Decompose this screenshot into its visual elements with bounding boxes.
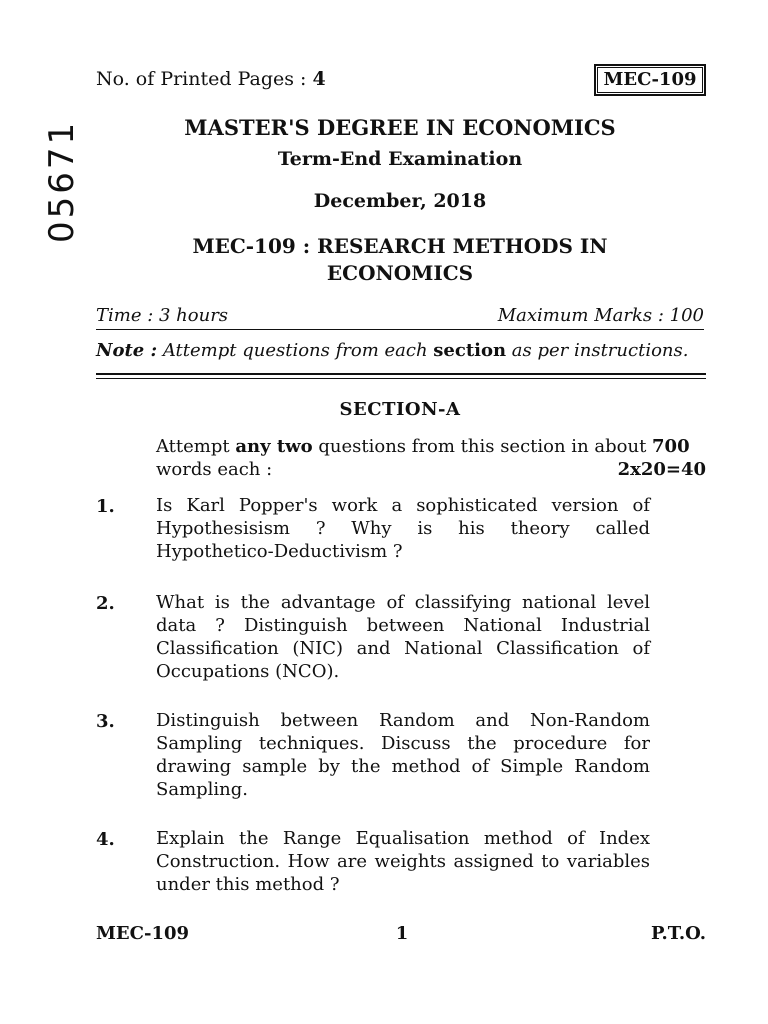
divider-thick <box>96 373 706 375</box>
course-title-line-1: MEC-109 : RESEARCH METHODS IN <box>192 234 608 258</box>
question-number: 3. <box>96 711 115 732</box>
instr-text-3: words each : <box>156 459 273 480</box>
printed-pages-value: 4 <box>312 68 326 90</box>
exam-date: December, 2018 <box>313 190 487 212</box>
question-text: Explain the Range Equalisation method of Index Construction. How are weights assigned to variables under this method ? <box>156 828 650 895</box>
time-allowed: Time : 3 hours <box>96 305 229 326</box>
course-code-box: MEC-109 <box>594 64 706 96</box>
printed-pages-label: No. of Printed Pages : <box>96 68 313 90</box>
course-title <box>96 233 704 287</box>
footer-course-code: MEC-109 <box>96 923 190 944</box>
question-number: 4. <box>96 829 115 850</box>
question-text: What is the advantage of classifying national level data ? Distinguish between National Industrial Classification (NIC) and National Classification of Occupations (NCO). <box>156 592 650 682</box>
note-label: Note : <box>96 340 158 361</box>
question-number: 1. <box>96 496 115 517</box>
question-text: Is Karl Popper's work a sophisticated version of Hypothesisism ? Why is his theory called Hypothetico-Deductivism ? <box>156 495 650 562</box>
printed-pages <box>96 68 326 90</box>
instr-bold-1: any two <box>235 436 313 457</box>
section-title: SECTION-A <box>339 399 461 420</box>
note-text-1: Attempt questions from each <box>157 340 434 361</box>
course-title-line-2: ECONOMICS <box>326 261 474 285</box>
note-bold: section <box>433 340 507 361</box>
side-serial-number: 05671 <box>42 119 82 243</box>
divider-thin <box>96 378 706 379</box>
section-marks: 2x20=40 <box>617 459 706 480</box>
footer-pto: P.T.O. <box>650 923 706 944</box>
maximum-marks: Maximum Marks : 100 <box>497 305 704 326</box>
footer-page-number: 1 <box>395 923 409 944</box>
instr-text-2: questions from this section in about <box>312 436 653 457</box>
note-text-2: as per instructions. <box>506 340 689 361</box>
instr-text-1: Attempt <box>156 436 236 457</box>
question-text: Distinguish between Random and Non-Random Sampling techniques. Discuss the procedure for drawing sample by the method of Simple Random Sampling. <box>156 710 650 800</box>
exam-title: Term-End Examination <box>277 148 523 170</box>
question-number: 2. <box>96 593 115 614</box>
note-line <box>96 340 706 361</box>
instr-bold-2: 700 <box>652 436 690 457</box>
degree-title: MASTER'S DEGREE IN ECONOMICS <box>184 115 616 140</box>
time-marks-row <box>96 305 704 330</box>
